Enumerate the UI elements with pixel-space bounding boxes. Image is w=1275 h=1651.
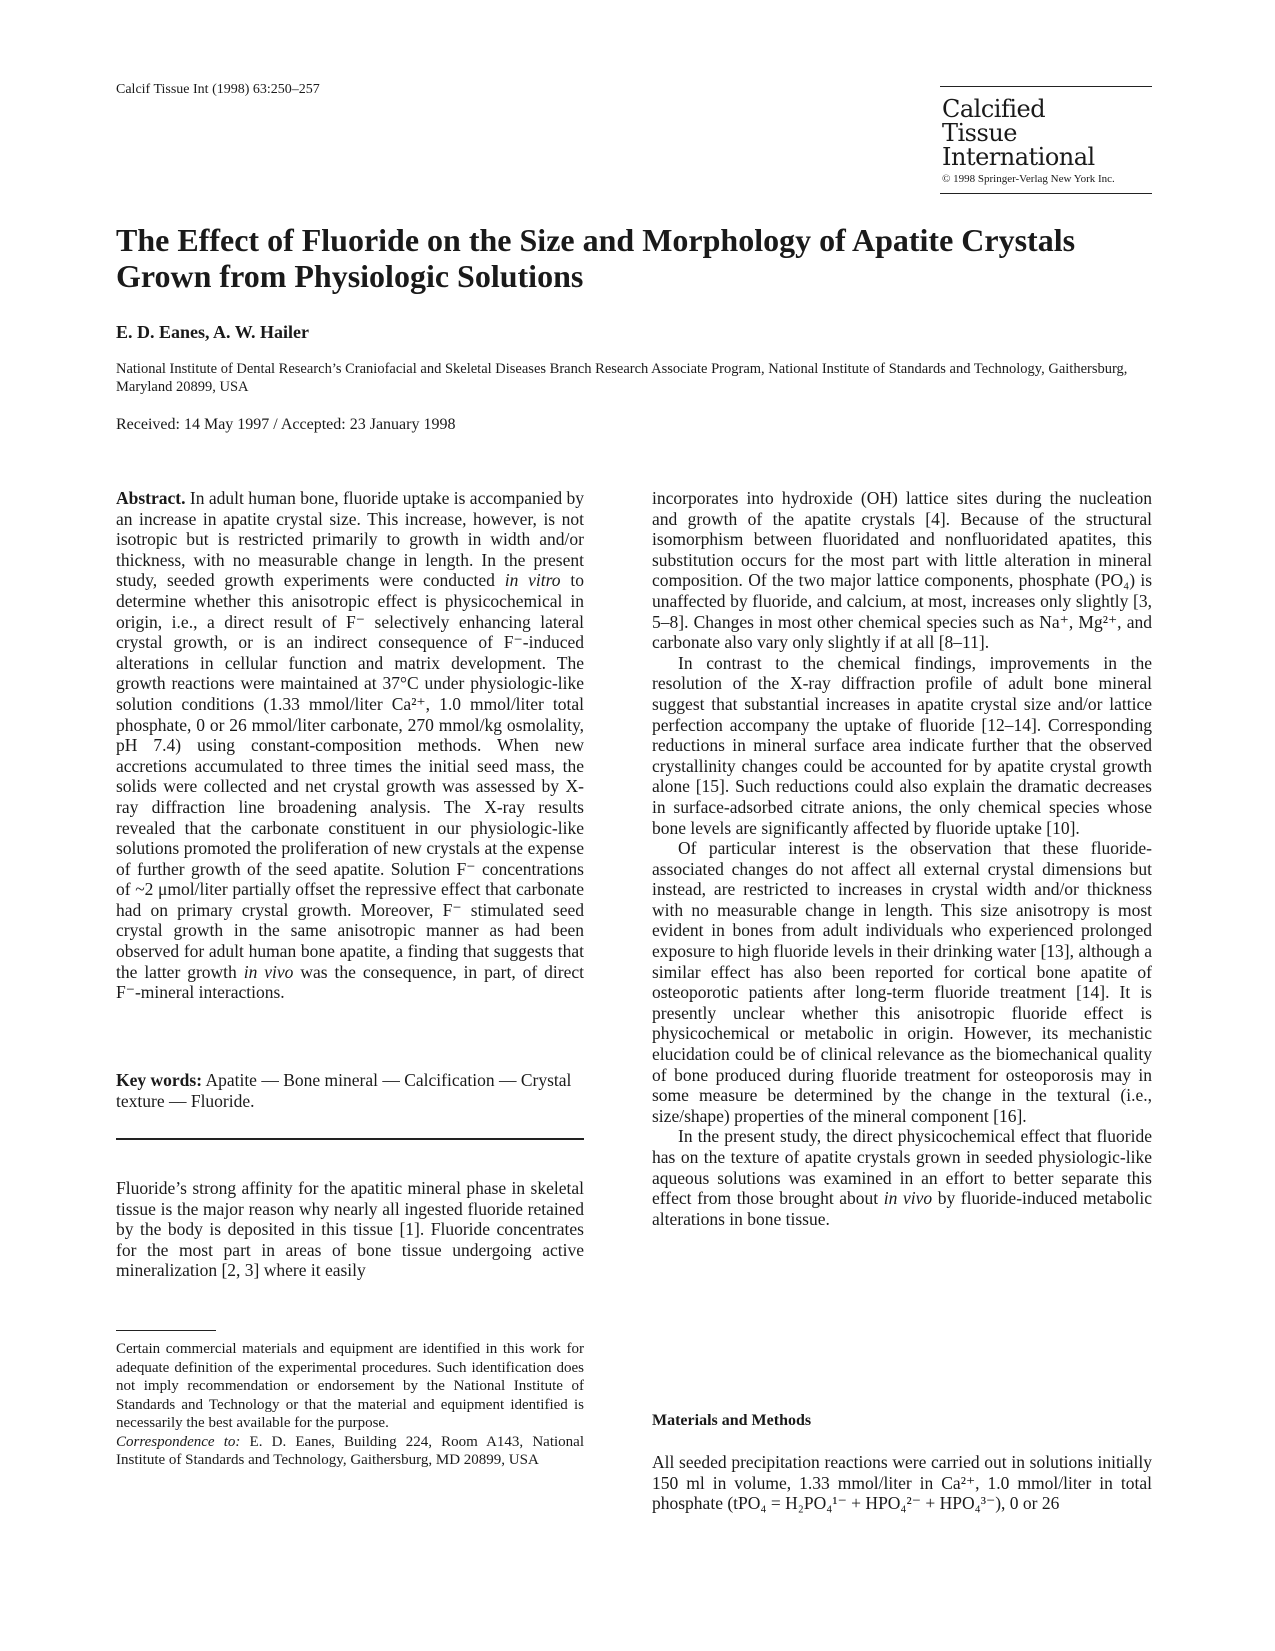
abstract bbox=[116, 488, 584, 1003]
right-paragraph-4 bbox=[652, 1126, 1152, 1229]
p4-text-a: In the present study, the direct physicochemical effect that fluoride has on the texture of apatite crystals grown in seeded physiologic-like aqueous solutions was examined in an effort to better separate this effect from those brought about bbox=[652, 1126, 1152, 1209]
journal-logo bbox=[940, 86, 1152, 194]
abstract-text-b: to determine whether this anisotropic effect is physicochemical in origin, i.e., a direct result of F⁻ selectively enhancing lateral crystal growth, or is an indirect consequence of F⁻-induced alterations in cellular function and matrix development. The growth reactions were maintained at 37°C under physiologic-like solution conditions (1.33 mmol/liter Ca²⁺, 1.0 mmol/liter total phosphate, 0 or 26 mmol/liter carbonate, 270 mmol/kg osmolality, pH 7.4) using constant-composition methods. When new accretions accumulated to three times the initial seed mass, the solids were collected and net crystal growth was assessed by X-ray diffraction line broadening analysis. The X-ray results revealed that the carbonate constituent in our physiologic-like solutions promoted the proliferation of new crystals at the expense of further growth of the seed apatite. Solution F⁻ concentrations of ~2 μmol/liter partially offset the repressive effect that carbonate had on primary crystal growth. Moreover, F⁻ stimulated seed crystal growth in the same anisotropic manner as had been observed for adult human bone apatite, a finding that suggests that the latter growth bbox=[116, 570, 584, 982]
methods-paragraph: All seeded precipitation reactions were carried out in solutions initially 150 ml in volume, 1.33 mmol/liter in Ca²⁺, 1.0 mmol/liter in total phosphate (tPO₄ = H₂PO₄¹⁻ + HPO₄²⁻ + HPO₄³⁻), 0 or 26 bbox=[652, 1452, 1152, 1514]
keywords-text: Apatite — Bone mineral — Calcification — Crystal texture — Fluoride. bbox=[116, 1070, 572, 1111]
footnote bbox=[116, 1340, 584, 1470]
article-title: The Effect of Fluoride on the Size and Morphology of Apatite Crystals Grown from Physiologic Solutions bbox=[116, 222, 1076, 294]
abstract-text-a: In adult human bone, fluoride uptake is accompanied by an increase in apatite crystal size. This increase, however, is not isotropic but is restricted primarily to growth in width and/or thickness, with no measurable change in length. In the present study, seeded growth experiments were conducted bbox=[116, 488, 584, 591]
section-heading-methods: Materials and Methods bbox=[652, 1412, 812, 1429]
journal-reference: Calcif Tissue Int (1998) 63:250–257 bbox=[116, 82, 320, 97]
abstract-text-c: was the consequence, in part, of direct F⁻-mineral interactions. bbox=[116, 961, 584, 1003]
abstract-divider bbox=[116, 1138, 584, 1140]
logo-line-3: International bbox=[942, 143, 1095, 171]
received-dates: Received: 14 May 1997 / Accepted: 23 January 1998 bbox=[116, 416, 456, 433]
affiliation: National Institute of Dental Research’s Craniofacial and Skeletal Diseases Branch Research Associate Program, National Institute of Standards and Technology, Gaithersburg, Maryland 20899, USA bbox=[116, 361, 1128, 395]
logo-line-1: Calcified bbox=[942, 95, 1046, 123]
intro-text: Fluoride’s strong affinity for the apatitic mineral phase in skeletal tissue is the major reason why nearly all ingested fluoride retained by the body is deposited in this tissue [1]. Fluoride concentrates for the most part in areas of bone tissue undergoing active mineralization [2, 3] where it easily bbox=[116, 1178, 584, 1281]
right-paragraph-1: incorporates into hydroxide (OH) lattice sites during the nucleation and growth of the apatite crystals [4]. Because of the structural isomorphism between fluoridated and nonfluoridated apatites, this substitution occurs for the most part with little alteration in mineral composition. Of the two major lattice components, phosphate (PO₄) is unaffected by fluoride, and calcium, at most, increases only slightly [3, 5–8]. Changes in most other chemical species such as Na⁺, Mg²⁺, and carbonate also vary only slightly if at all [8–11]. bbox=[652, 488, 1152, 653]
authors: E. D. Eanes, A. W. Hailer bbox=[116, 322, 310, 342]
logo-line-2: Tissue bbox=[942, 119, 1017, 147]
intro-paragraph-left bbox=[116, 1178, 584, 1281]
footnote-disclaimer: Certain commercial materials and equipment are identified in this work for adequate definition of the experimental procedures. Such identification does not imply recommendation or endorsement by the National Institute of Standards and Technology or that the material and equipment identified is necessarily the best available for the purpose. bbox=[116, 1341, 584, 1431]
abstract-in-vitro: in vitro bbox=[504, 570, 561, 591]
journal-logo-text bbox=[942, 97, 1095, 169]
correspondence-text: E. D. Eanes, Building 224, Room A143, National Institute of Standards and Technology, Gaithersburg, MD 20899, USA bbox=[116, 1433, 584, 1468]
footnote-divider bbox=[116, 1330, 216, 1331]
correspondence-label: Correspondence to: bbox=[116, 1433, 241, 1450]
right-paragraph-3: Of particular interest is the observation that these fluoride-associated changes do not affect all external crystal dimensions but instead, are restricted to increases in crystal width and/or thickness with no measurable change in length. This size anisotropy is most evident in bones from adult individuals who experienced prolonged exposure to high fluoride levels in their drinking water [13], although a similar effect has also been reported for cortical bone apatite of osteoporotic patients after long-term fluoride treatment [14]. It is presently unclear whether this anisotropic fluoride effect is physicochemical or metabolic in origin. However, its mechanistic elucidation could be of clinical relevance as the biomechanical quality of bone produced during fluoride treatment for osteoporosis may in some measure be determined by the change in the textural (i.e., size/shape) properties of the mineral component [16]. bbox=[652, 838, 1152, 1126]
keywords bbox=[116, 1070, 584, 1111]
right-column-intro bbox=[652, 488, 1152, 1229]
keywords-label: Key words: bbox=[116, 1070, 203, 1090]
methods-text bbox=[652, 1452, 1152, 1514]
p4-text-b: by fluoride-induced metabolic alterations in bone tissue. bbox=[652, 1188, 1153, 1229]
abstract-label: Abstract. bbox=[116, 488, 186, 508]
right-paragraph-2: In contrast to the chemical findings, improvements in the resolution of the X-ray diffraction profile of adult bone mineral suggest that substantial increases in apatite crystal size and/or lattice perfection accompany the uptake of fluoride [12–14]. Corresponding reductions in mineral surface area indicate further that the observed crystallinity changes could be accounted for by apatite crystal growth alone [15]. Such reductions could also explain the dramatic decreases in surface-adsorbed citrate anions, the only chemical species whose bone levels are significantly affected by fluoride uptake [10]. bbox=[652, 652, 1152, 838]
p4-in-vivo: in vivo bbox=[883, 1188, 933, 1209]
copyright-notice: © 1998 Springer-Verlag New York Inc. bbox=[942, 173, 1115, 185]
abstract-in-vivo: in vivo bbox=[243, 961, 294, 982]
